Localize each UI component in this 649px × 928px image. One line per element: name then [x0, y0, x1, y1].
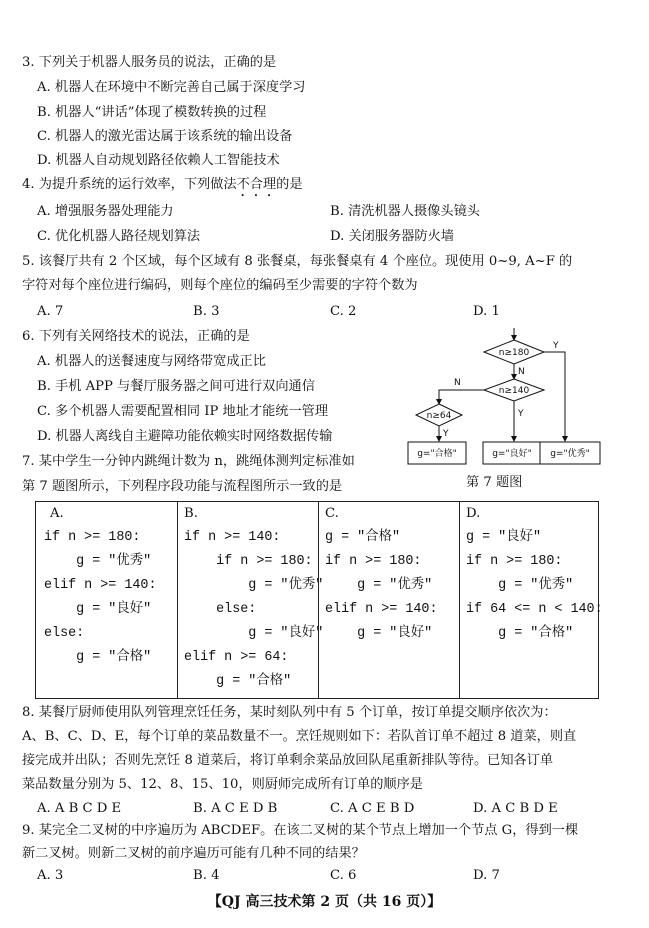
q6-stem: 6. 下列有关网络技术的说法，正确的是: [22, 329, 250, 344]
yes-label-2: Y: [518, 409, 524, 419]
code-a-line: else:: [44, 626, 85, 641]
code-c-label: C.: [325, 506, 339, 521]
q8-stem-line4: 菜品数量分别为 5、12、8、15、10，则厨师完成所有订单的顺序是: [22, 777, 423, 792]
q5-option-b: B. 3: [193, 304, 220, 319]
no-label-1: N: [518, 367, 525, 377]
q4-option-c: C. 优化机器人路径规划算法: [37, 229, 201, 244]
q6-option-d: D. 机器人离线自主避障功能依赖实时网络数据传输: [37, 429, 333, 444]
code-a-label: A.: [50, 506, 64, 521]
yes-label-1: Y: [553, 341, 559, 351]
code-option-a: [36, 502, 177, 698]
q4-stem-emphasis: 不合理: [236, 177, 277, 192]
q8-option-c: C. A C E B D: [330, 801, 415, 816]
figure-caption: 第 7 题图: [466, 475, 523, 490]
q3-option-a: A. 机器人在环境中不断完善自己属于深度学习: [37, 80, 306, 95]
q9-option-b: B. 4: [193, 868, 220, 883]
code-a-line: g = "优秀": [44, 554, 152, 569]
q8-option-d: D. A C B D E: [473, 801, 558, 816]
decision-n64-label: n≥64: [426, 411, 452, 421]
q3-option-b: B. 机器人“讲话”体现了模数转换的过程: [37, 105, 267, 120]
code-b-line: else:: [184, 602, 257, 617]
output-qualified-label: g="合格": [417, 449, 457, 459]
code-c-line: elif n >= 140:: [325, 602, 438, 617]
arrow-yes-180: [544, 352, 565, 441]
q9-option-a: A. 3: [37, 868, 64, 883]
q5-stem-line1: 5. 该餐厅共有 2 个区域，每个区域有 8 张餐桌，每张餐桌有 4 个座位。现使用 0~9, A~F 的: [22, 254, 573, 269]
code-c-line: g = "优秀": [325, 578, 433, 593]
output-excellent-label: g="优秀": [550, 449, 590, 459]
code-a-line: elif n >= 140:: [44, 578, 157, 593]
q9-option-d: D. 7: [473, 868, 500, 883]
q4-option-a: A. 增强服务器处理能力: [37, 204, 174, 219]
q4-stem-pre: 4. 为提升系统的运行效率，下列做法: [22, 177, 237, 192]
q9-option-c: C. 6: [330, 868, 357, 883]
code-d-line: if n >= 180:: [466, 554, 563, 569]
yes-label-3: Y: [443, 429, 449, 439]
arrow-no-140: [439, 390, 484, 404]
code-a-line: g = "良好": [44, 602, 152, 617]
q7-stem-line1: 7. 某中学生一分钟内跳绳计数为 n，跳绳体测判定标准如: [22, 454, 355, 469]
q5-option-d: D. 1: [473, 304, 500, 319]
code-d-line: if 64 <= n < 140:: [466, 602, 603, 617]
decision-n140-label: n≥140: [498, 386, 530, 396]
code-b-line: g = "合格": [184, 674, 292, 689]
code-d-line: g = "合格": [466, 626, 574, 641]
code-d-line: g = "优秀": [466, 578, 574, 593]
q8-stem-line2: A、B、C、D、E，每个订单的菜品数量不一。烹饪规则如下：若队首订单不超过 8 道菜，则直: [22, 729, 577, 744]
q4-option-d: D. 关闭服务器防火墙: [330, 229, 454, 244]
q8-stem-line3: 接完成并出队；否则先烹饪 8 道菜后，将订单剩余菜品放回队尾重新排队等待。已知各订单: [22, 753, 554, 768]
no-label-2: N: [454, 378, 461, 388]
code-b-line: if n >= 180:: [184, 554, 313, 569]
q6-option-c: C. 多个机器人需要配置相同 IP 地址才能统一管理: [37, 404, 329, 419]
q5-stem-line2: 字符对每个座位进行编码，则每个座位的编码至少需要的字符个数为: [22, 278, 418, 293]
q8-stem-line1: 8. 某餐厅厨师使用队列管理烹饪任务，某时刻队列中有 5 个订单，按订单提交顺序依次为：: [22, 705, 557, 720]
code-a-line: g = "合格": [44, 650, 152, 665]
q7-stem-line2: 第 7 题图所示，下列程序段功能与流程图所示一致的是: [22, 479, 343, 494]
q5-option-c: C. 2: [330, 304, 357, 319]
decision-n180-label: n≥180: [498, 348, 530, 358]
code-c-line: g = "合格": [325, 530, 400, 545]
code-option-b: [177, 502, 324, 698]
q7-code-table: [35, 501, 603, 699]
q7-flowchart: [404, 326, 614, 476]
q9-stem-line2: 新二叉树。则新二叉树的前序遍历可能有几种不同的结果？: [22, 846, 365, 861]
q6-option-b: B. 手机 APP 与餐厅服务器之间可进行双向通信: [37, 379, 315, 394]
code-b-line: elif n >= 64:: [184, 650, 289, 665]
code-option-d: [459, 502, 603, 698]
code-option-c: [318, 502, 459, 698]
q3-option-d: D. 机器人自动规划路径依赖人工智能技术: [37, 153, 280, 168]
q4-option-b: B. 清洗机器人摄像头镜头: [330, 204, 480, 219]
code-d-line: g = "良好": [466, 530, 541, 545]
q3-stem: 3. 下列关于机器人服务员的说法，正确的是: [22, 55, 277, 70]
q9-stem-line1: 9. 某完全二叉树的中序遍历为 ABCDEF。在该二叉树的某个节点上增加一个节点 G，得到一棵: [22, 823, 579, 838]
code-a-line: if n >= 180:: [44, 530, 141, 545]
output-good-label: g="良好": [492, 449, 532, 459]
q4-stem-post: 的是: [276, 177, 303, 192]
code-b-line: g = "优秀": [184, 578, 324, 593]
q3-option-c: C. 机器人的激光雷达属于该系统的输出设备: [37, 129, 293, 144]
code-b-line: g = "良好": [184, 626, 324, 641]
code-c-line: if n >= 180:: [325, 554, 422, 569]
page-footer: 【QJ 高三技术第 2 页（共 16 页）】: [207, 894, 442, 910]
code-d-label: D.: [466, 506, 481, 521]
q8-option-a: A. A B C D E: [37, 801, 122, 816]
q6-option-a: A. 机器人的送餐速度与网络带宽成正比: [37, 354, 266, 369]
q8-option-b: B. A C E D B: [193, 801, 278, 816]
q4-stem: [22, 176, 303, 200]
code-b-label: B.: [184, 506, 198, 521]
code-c-line: g = "良好": [325, 626, 433, 641]
code-b-line: if n >= 140:: [184, 530, 281, 545]
q5-option-a: A. 7: [37, 304, 64, 319]
